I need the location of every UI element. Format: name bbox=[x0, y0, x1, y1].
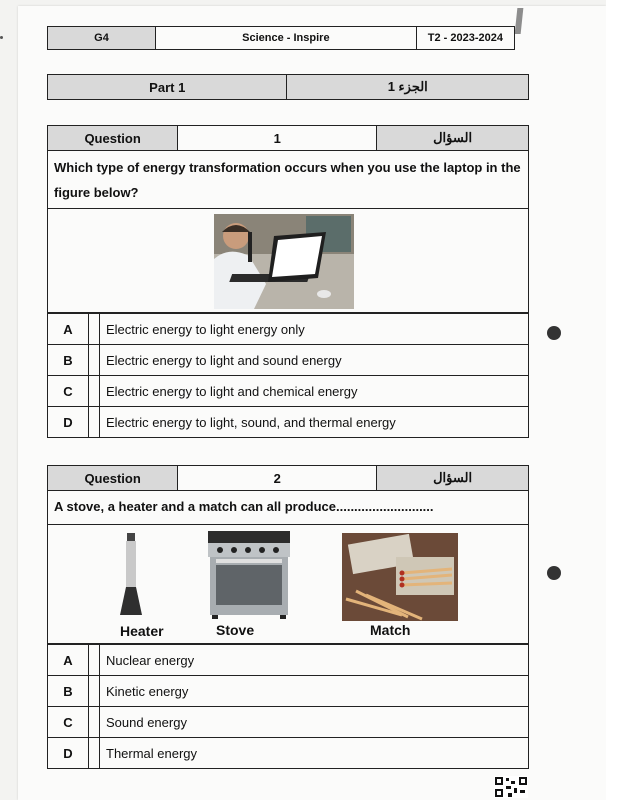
question-1-header bbox=[47, 125, 529, 151]
option-row[interactable] bbox=[48, 707, 529, 738]
part-label-ar: الجزء 1 bbox=[287, 75, 529, 100]
hole-mark bbox=[0, 36, 3, 39]
option-row[interactable] bbox=[48, 645, 529, 676]
part-header bbox=[47, 74, 529, 100]
option-spacer bbox=[89, 676, 100, 707]
binder-hole-icon bbox=[547, 566, 561, 580]
binder-hole-icon bbox=[547, 326, 561, 340]
option-letter: B bbox=[48, 676, 89, 707]
option-spacer bbox=[89, 407, 100, 438]
exam-header bbox=[47, 26, 515, 50]
option-spacer bbox=[89, 345, 100, 376]
subject-cell: Science - Inspire bbox=[156, 27, 417, 50]
option-row[interactable] bbox=[48, 738, 529, 769]
option-row[interactable] bbox=[48, 314, 529, 345]
question-1-figure-row bbox=[47, 209, 529, 313]
question-1-options bbox=[47, 313, 529, 438]
option-text: Thermal energy bbox=[100, 738, 529, 769]
option-spacer bbox=[89, 314, 100, 345]
option-letter: C bbox=[48, 707, 89, 738]
question-2-figure-row bbox=[47, 525, 529, 644]
stove-image bbox=[208, 531, 290, 619]
qr-code-icon bbox=[494, 776, 528, 798]
match-image bbox=[342, 533, 458, 621]
option-row[interactable] bbox=[48, 407, 529, 438]
option-spacer bbox=[89, 376, 100, 407]
match-caption: Match bbox=[370, 622, 411, 638]
laptop-photo bbox=[214, 214, 354, 309]
question-label: Question bbox=[48, 126, 178, 151]
option-row[interactable] bbox=[48, 376, 529, 407]
question-label: Question bbox=[48, 466, 178, 491]
option-letter: D bbox=[48, 407, 89, 438]
option-letter: C bbox=[48, 376, 89, 407]
option-spacer bbox=[89, 645, 100, 676]
question-label-ar: السؤال bbox=[377, 466, 529, 491]
heater-image bbox=[118, 533, 144, 615]
question-number: 2 bbox=[178, 466, 377, 491]
option-text: Electric energy to light and chemical energy bbox=[100, 376, 529, 407]
option-row[interactable] bbox=[48, 345, 529, 376]
option-text: Electric energy to light, sound, and thermal energy bbox=[100, 407, 529, 438]
option-spacer bbox=[89, 738, 100, 769]
question-2-text: A stove, a heater and a match can all produce........................... bbox=[47, 491, 529, 525]
page-margin bbox=[606, 0, 634, 800]
option-letter: A bbox=[48, 314, 89, 345]
question-2-header bbox=[47, 465, 529, 491]
question-label-ar: السؤال bbox=[377, 126, 529, 151]
option-text: Electric energy to light energy only bbox=[100, 314, 529, 345]
option-letter: B bbox=[48, 345, 89, 376]
term-cell: T2 - 2023-2024 bbox=[416, 27, 514, 50]
option-letter: A bbox=[48, 645, 89, 676]
option-text: Electric energy to light and sound energy bbox=[100, 345, 529, 376]
option-text: Kinetic energy bbox=[100, 676, 529, 707]
heater-caption: Heater bbox=[120, 623, 164, 639]
option-text: Sound energy bbox=[100, 707, 529, 738]
option-row[interactable] bbox=[48, 676, 529, 707]
question-2-options bbox=[47, 644, 529, 769]
part-label-en: Part 1 bbox=[48, 75, 287, 100]
option-spacer bbox=[89, 707, 100, 738]
question-1-text: Which type of energy transformation occurs when you use the laptop in the figure below? bbox=[47, 151, 529, 209]
option-letter: D bbox=[48, 738, 89, 769]
question-number: 1 bbox=[178, 126, 377, 151]
grade-cell: G4 bbox=[48, 27, 156, 50]
stove-caption: Stove bbox=[216, 622, 255, 638]
option-text: Nuclear energy bbox=[100, 645, 529, 676]
